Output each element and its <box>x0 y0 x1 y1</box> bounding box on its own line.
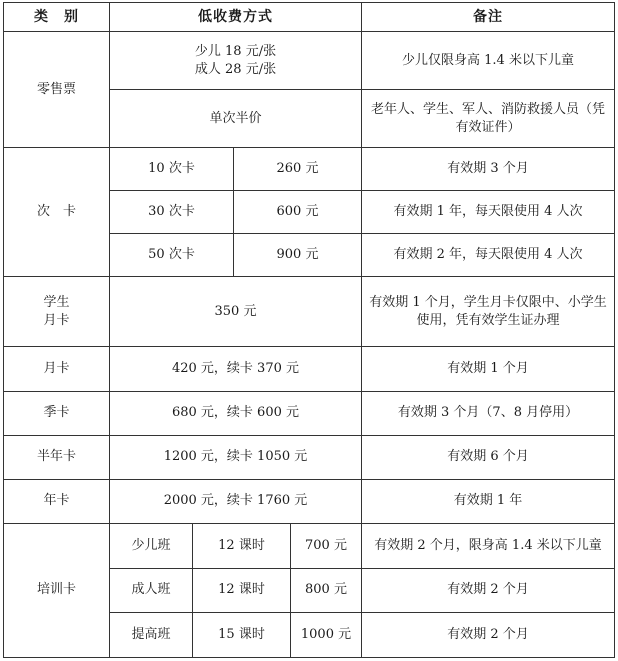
note-cell: 老年人、学生、军人、消防救援人员（凭有效证件） <box>362 90 615 148</box>
price-cell: 350 元 <box>110 277 362 347</box>
fee-cell <box>110 32 362 90</box>
price-cell: 1200 元，续卡 1050 元 <box>110 435 362 479</box>
hours-cell: 12 课时 <box>193 568 291 612</box>
category-cell: 零售票 <box>4 32 110 148</box>
child-price: 少儿 18 元/张 <box>194 43 277 59</box>
count-cell: 10 次卡 <box>110 148 234 191</box>
note-cell: 少儿仅限身高 1.4 米以下儿童 <box>362 32 615 90</box>
class-cell: 少儿班 <box>110 523 193 568</box>
fee-cell: 单次半价 <box>110 90 362 148</box>
category-line-1: 学生 <box>43 294 70 310</box>
note-cell: 有效期 2 个月 <box>362 568 615 612</box>
price-cell: 900 元 <box>234 234 362 277</box>
note-cell: 有效期 1 年 <box>362 479 615 523</box>
note-cell: 有效期 2 年，每天限使用 4 人次 <box>362 234 615 277</box>
category-cell: 季卡 <box>4 391 110 435</box>
price-cell: 680 元，续卡 600 元 <box>110 391 362 435</box>
price-cell: 800 元 <box>291 568 362 612</box>
adult-price: 成人 28 元/张 <box>194 61 277 77</box>
note-cell: 有效期 2 个月，限身高 1.4 米以下儿童 <box>362 523 615 568</box>
header-row <box>4 3 615 32</box>
hours-cell: 15 课时 <box>193 612 291 657</box>
category-cell: 次 卡 <box>4 148 110 277</box>
note-cell: 有效期 2 个月 <box>362 612 615 657</box>
table-row <box>4 148 615 191</box>
header-category: 类 别 <box>4 3 110 32</box>
table-row <box>4 435 615 479</box>
table-row <box>4 523 615 568</box>
category-cell: 培训卡 <box>4 523 110 657</box>
class-cell: 提高班 <box>110 612 193 657</box>
note-cell: 有效期 1 个月 <box>362 347 615 391</box>
table-row <box>4 347 615 391</box>
note-cell: 有效期 1 个月，学生月卡仅限中、小学生使用，凭有效学生证办理 <box>362 277 615 347</box>
header-fee: 低收费方式 <box>110 3 362 32</box>
count-cell: 50 次卡 <box>110 234 234 277</box>
header-note: 备注 <box>362 3 615 32</box>
price-cell: 260 元 <box>234 148 362 191</box>
category-cell <box>4 277 110 347</box>
fee-table <box>3 2 615 658</box>
note-cell: 有效期 1 年，每天限使用 4 人次 <box>362 191 615 234</box>
count-cell: 30 次卡 <box>110 191 234 234</box>
hours-cell: 12 课时 <box>193 523 291 568</box>
price-cell: 700 元 <box>291 523 362 568</box>
category-cell: 半年卡 <box>4 435 110 479</box>
note-cell: 有效期 3 个月（7、8 月停用） <box>362 391 615 435</box>
class-cell: 成人班 <box>110 568 193 612</box>
price-cell: 600 元 <box>234 191 362 234</box>
table-row <box>4 277 615 347</box>
note-cell: 有效期 3 个月 <box>362 148 615 191</box>
table-row <box>4 479 615 523</box>
table-row <box>4 391 615 435</box>
price-cell: 2000 元，续卡 1760 元 <box>110 479 362 523</box>
price-cell: 1000 元 <box>291 612 362 657</box>
price-cell: 420 元，续卡 370 元 <box>110 347 362 391</box>
category-line-2: 月卡 <box>43 312 70 328</box>
note-cell: 有效期 6 个月 <box>362 435 615 479</box>
category-cell: 年卡 <box>4 479 110 523</box>
category-cell: 月卡 <box>4 347 110 391</box>
table-row <box>4 32 615 90</box>
